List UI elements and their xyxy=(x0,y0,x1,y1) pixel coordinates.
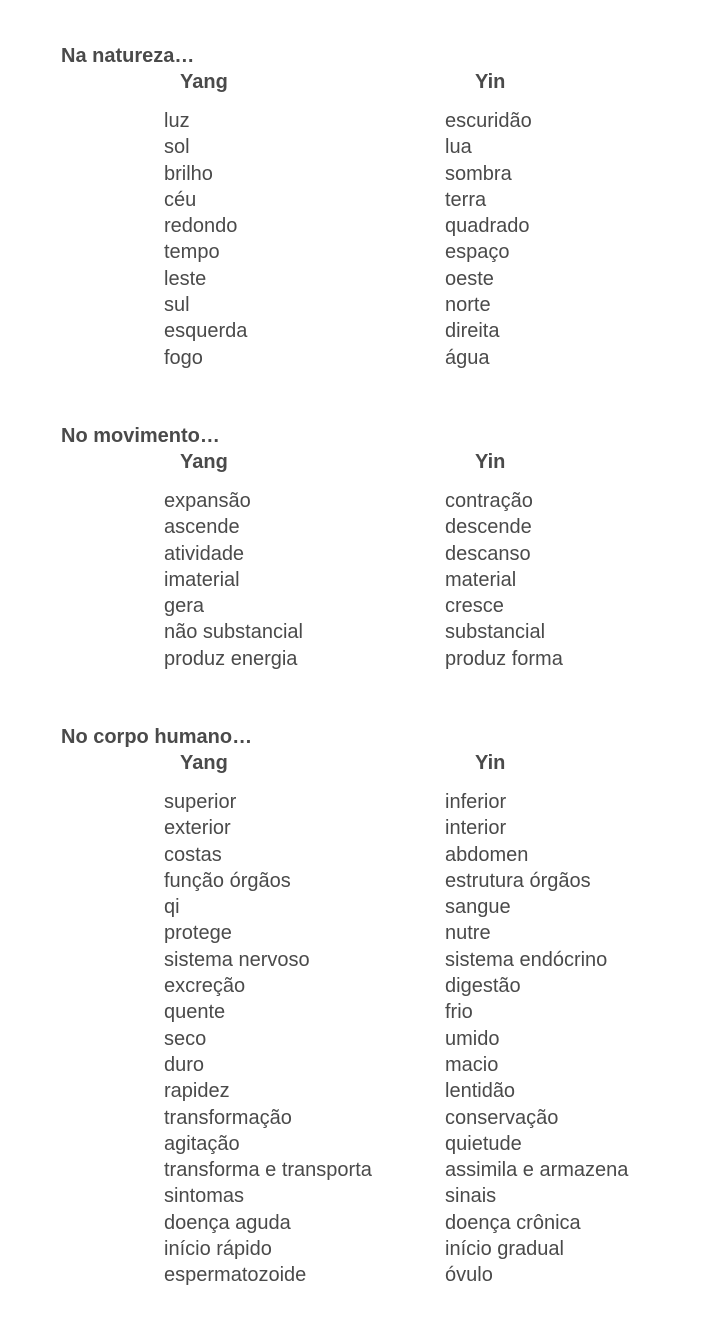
yang-heading: Yang xyxy=(180,451,228,473)
list-item: fogo xyxy=(164,346,203,369)
list-item: conservação xyxy=(445,1106,559,1129)
list-item: sangue xyxy=(445,896,511,919)
list-item: transformação xyxy=(164,1106,292,1129)
list-item: substancial xyxy=(445,621,546,644)
list-item: sol xyxy=(164,136,190,159)
list-item: esquerda xyxy=(164,320,248,343)
list-item: cresce xyxy=(445,595,504,618)
list-item: céu xyxy=(164,188,197,211)
list-item: sintomas xyxy=(164,1185,245,1208)
list-item: quadrado xyxy=(445,215,530,238)
list-item: função órgãos xyxy=(164,869,291,892)
list-item: rapidez xyxy=(164,1080,230,1103)
list-item: norte xyxy=(445,294,491,317)
yin-heading: Yin xyxy=(475,451,506,473)
list-item: umido xyxy=(445,1027,500,1050)
list-item: excreção xyxy=(164,975,246,998)
list-item: inferior xyxy=(445,791,507,813)
list-item: espaço xyxy=(445,241,510,264)
section-title: No corpo humano… xyxy=(61,726,253,748)
yin-heading: Yin xyxy=(475,752,506,774)
list-item: produz energia xyxy=(164,647,298,670)
section-title: Na natureza… xyxy=(61,45,195,67)
list-item: agitação xyxy=(164,1132,240,1155)
list-item: macio xyxy=(445,1053,499,1076)
list-item: doença crônica xyxy=(445,1211,581,1234)
list-item: descanso xyxy=(445,542,531,565)
list-item: qi xyxy=(164,896,180,919)
list-item: sul xyxy=(164,294,190,317)
list-item: espermatozoide xyxy=(164,1264,307,1287)
list-item: sistema nervoso xyxy=(164,948,310,971)
list-item: brilho xyxy=(164,162,213,185)
list-item: exterior xyxy=(164,817,231,840)
list-item: tempo xyxy=(164,241,220,264)
list-item: gera xyxy=(164,595,205,618)
list-item: quente xyxy=(164,1001,226,1024)
yang-list xyxy=(164,108,247,371)
list-item: duro xyxy=(164,1053,205,1076)
list-item: protege xyxy=(164,922,232,945)
list-item: luz xyxy=(164,110,190,132)
list-item: sinais xyxy=(445,1185,497,1208)
list-item: doença aguda xyxy=(164,1211,291,1234)
list-item: superior xyxy=(164,791,237,813)
list-item: início gradual xyxy=(445,1238,564,1261)
list-item: assimila e armazena xyxy=(445,1159,629,1182)
yang-heading: Yang xyxy=(180,71,228,93)
yin-list xyxy=(445,488,563,672)
list-item: lua xyxy=(445,136,472,159)
list-item: lentidão xyxy=(445,1080,516,1103)
list-item: abdomen xyxy=(445,843,529,866)
list-item: expansão xyxy=(164,490,251,512)
list-item: costas xyxy=(164,843,222,866)
yang-heading: Yang xyxy=(180,752,228,774)
list-item: frio xyxy=(445,1001,473,1024)
list-item: nutre xyxy=(445,922,491,945)
yin-list xyxy=(445,789,628,1289)
yang-list xyxy=(164,789,372,1289)
list-item: terra xyxy=(445,188,487,211)
list-item: descende xyxy=(445,516,532,539)
list-item: óvulo xyxy=(445,1264,493,1287)
list-item: material xyxy=(445,568,517,591)
yin-list xyxy=(445,108,532,371)
list-item: imaterial xyxy=(164,568,240,591)
list-item: leste xyxy=(164,267,207,290)
list-item: sombra xyxy=(445,162,512,185)
list-item: água xyxy=(445,346,490,369)
list-item: quietude xyxy=(445,1132,522,1155)
list-item: atividade xyxy=(164,542,245,565)
yin-heading: Yin xyxy=(475,71,506,93)
list-item: ascende xyxy=(164,516,240,539)
list-item: transforma e transporta xyxy=(164,1159,372,1182)
list-item: produz forma xyxy=(445,647,563,670)
list-item: não substancial xyxy=(164,621,303,644)
list-item: seco xyxy=(164,1027,207,1050)
list-item: contração xyxy=(445,490,533,512)
list-item: redondo xyxy=(164,215,238,238)
list-item: interior xyxy=(445,817,507,840)
list-item: digestão xyxy=(445,975,521,998)
list-item: início rápido xyxy=(164,1238,272,1261)
list-item: estrutura órgãos xyxy=(445,869,591,892)
section-title: No movimento… xyxy=(61,425,220,447)
list-item: escuridão xyxy=(445,110,532,132)
yang-list xyxy=(164,488,303,672)
list-item: oeste xyxy=(445,267,494,290)
list-item: sistema endócrino xyxy=(445,948,608,971)
list-item: direita xyxy=(445,320,500,343)
